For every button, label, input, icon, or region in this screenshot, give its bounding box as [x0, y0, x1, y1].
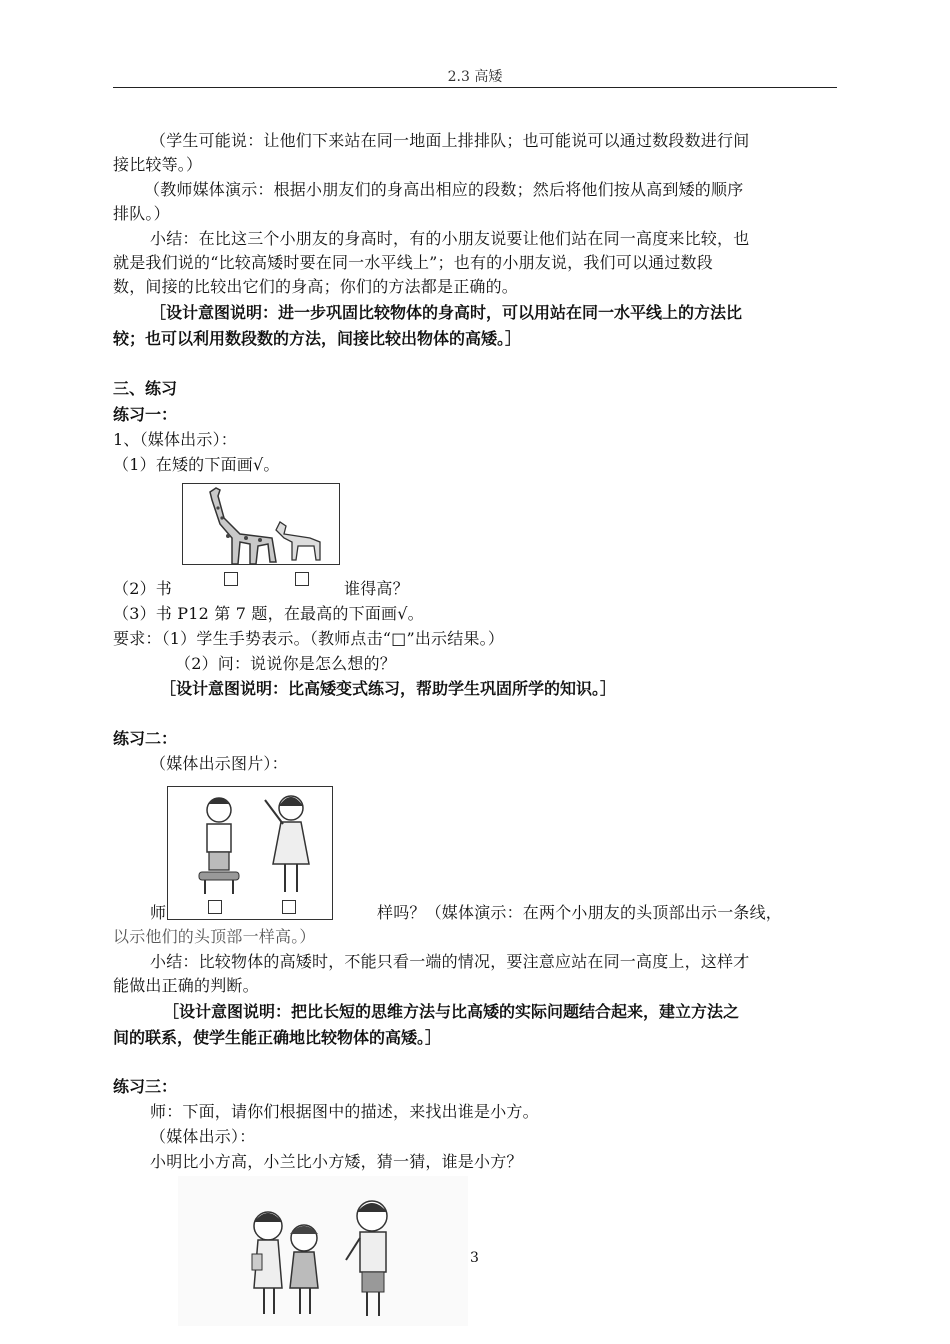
exercise1-q2-start: （2）书	[113, 579, 172, 598]
exercise1-title: 练习一：	[113, 405, 178, 424]
page-header: 2.3 高矮	[447, 69, 503, 85]
para3-line3: 数，间接的比较出它们的身高；你们的方法都是正确的。	[113, 277, 519, 296]
exercise3-line1: 师：下面，请你们根据图中的描述，来找出谁是小方。	[150, 1102, 539, 1121]
para1-line1: （学生可能说：让他们下来站在同一地面上排排队；也可能说可以通过数段数进行间	[150, 131, 750, 150]
exercise2-summary-line2: 能做出正确的判断。	[113, 976, 259, 995]
design-note-1-line1: ［设计意图说明：进一步巩固比较物体的身高时，可以用站在同一水平线上的方法比	[150, 303, 743, 322]
exercise2-line2: 以示他们的头顶部一样高。）	[113, 927, 316, 946]
exercise1-q3: （3）书 P12 第 7 题，在最高的下面画√。	[113, 604, 424, 623]
exercise1-req1: 要求：（1）学生手势表示。（教师点击“□”出示结果。）	[113, 629, 505, 648]
para3-line2: 就是我们说的“比较高矮时要在同一水平线上”；也有的小朋友说，我们可以通过数段	[113, 253, 713, 272]
exercise2-design-line1: ［设计意图说明：把比长短的思维方法与比高矮的实际问题结合起来，建立方法之	[163, 1002, 740, 1021]
para2-line1: （教师媒体演示：根据小朋友们的身高出相应的段数；然后将他们按从高到矮的顺序	[144, 180, 744, 199]
exercise2-line1-end: 样吗？（媒体演示：在两个小朋友的头顶部出示一条线，	[377, 903, 783, 922]
three-children-picture	[178, 1176, 468, 1326]
giraffe-answer-box[interactable]	[224, 572, 238, 586]
para1-line2: 接比较等。）	[113, 155, 203, 174]
exercise1-q2-end: 谁得高？	[344, 579, 409, 598]
three-children-illustration	[178, 1176, 468, 1326]
exercise2-design-line2: 间的联系，使学生能正确地比较物体的高矮。］	[113, 1028, 442, 1047]
exercise3-media: （媒体出示）：	[150, 1127, 256, 1146]
para3-line1: 小结：在比这三个小朋友的身高时，有的小朋友说要让他们站在同一高度来比较，也	[150, 229, 750, 248]
exercise2-title: 练习二：	[113, 729, 178, 748]
exercise2-media: （媒体出示图片）：	[150, 754, 288, 773]
header-rule	[113, 87, 837, 88]
children-illustration	[165, 780, 335, 922]
exercise3-title: 练习三：	[113, 1077, 178, 1096]
exercise1-item1: 1、（媒体出示）：	[113, 430, 237, 449]
para2-line2: 排队。）	[113, 204, 170, 223]
giraffe-deer-illustration	[180, 478, 342, 590]
exercise1-req2: （2）问：说说你是怎么想的？	[175, 654, 396, 673]
boy-answer-box[interactable]	[208, 900, 222, 914]
exercise1-q1: （1）在矮的下面画√。	[113, 455, 280, 474]
exercise1-design-note: ［设计意图说明：比高矮变式练习，帮助学生巩固所学的知识。］	[160, 679, 617, 698]
deer-answer-box[interactable]	[295, 572, 309, 586]
girl-answer-box[interactable]	[282, 900, 296, 914]
exercise2-summary-line1: 小结：比较物体的高矮时，不能只看一端的情况，要注意应站在同一高度上，这样才	[150, 952, 750, 971]
children-height-picture	[165, 780, 335, 922]
exercise3-question: 小明比小方高，小兰比小方矮，猜一猜，谁是小方？	[150, 1152, 523, 1171]
giraffe-deer-picture	[180, 478, 342, 590]
section-title: 三、练习	[113, 379, 178, 398]
page-number: 3	[470, 1250, 479, 1266]
design-note-1-line2: 较；也可以利用数段数的方法，间接比较出物体的高矮。］	[113, 329, 522, 348]
exercise2-line1-start: 师	[150, 903, 167, 922]
